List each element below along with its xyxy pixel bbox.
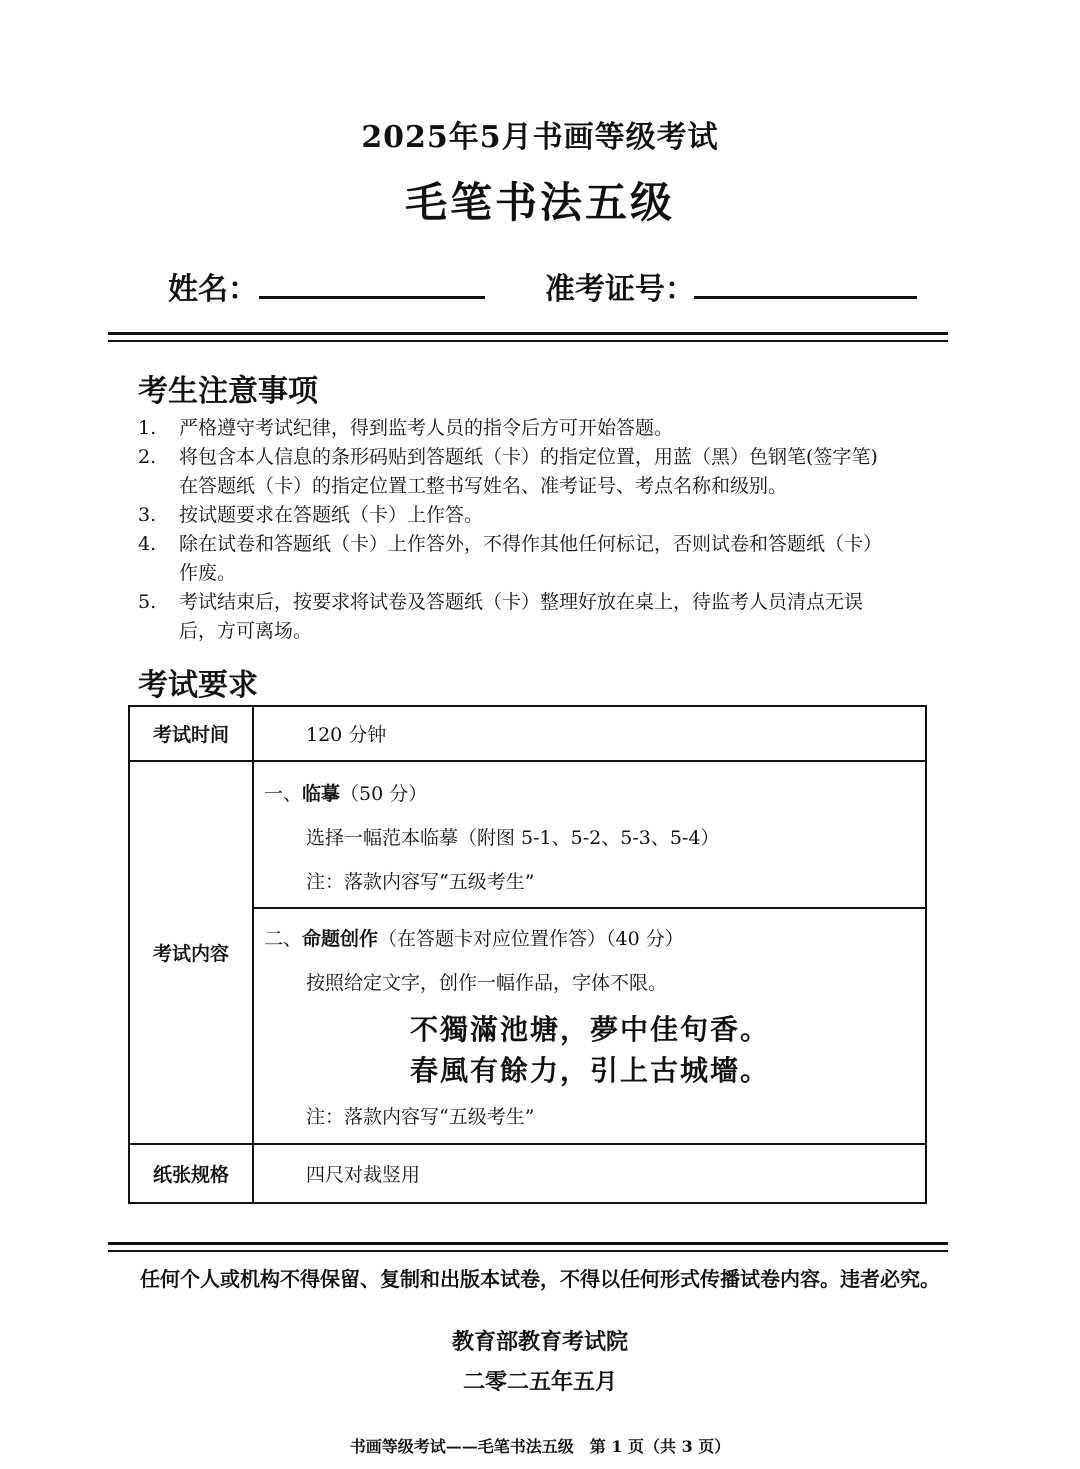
issue-date: 二零二五年五月: [462, 1369, 617, 1395]
note-item: [138, 588, 938, 646]
content-label: 考试内容: [129, 761, 253, 1144]
time-label: 考试时间: [129, 706, 253, 761]
part1-instruction: 选择一幅范本临摹（附图 5-1、5-2、5-3、5-4）: [306, 826, 720, 849]
subject-title: 毛笔书法五级: [404, 178, 675, 227]
part2-score: （在答题卡对应位置作答）（40 分）: [378, 928, 684, 950]
table-row: [129, 706, 926, 761]
candidate-id-blank[interactable]: [694, 296, 917, 299]
part1-score: （50 分）: [340, 782, 428, 805]
part1-title: 临摹: [302, 782, 341, 805]
table-row: [129, 761, 926, 908]
note-number: 5.: [138, 591, 157, 613]
table-row: [129, 1144, 926, 1203]
requirements-heading: 考试要求: [138, 668, 258, 703]
name-blank[interactable]: [259, 296, 485, 299]
part2-title: 命题创作: [302, 928, 379, 950]
part2-heading: [264, 917, 925, 961]
note-number: 4.: [138, 533, 157, 555]
note-text: 作废。: [179, 562, 237, 584]
requirements-table: [128, 705, 927, 1204]
part2-prefix: 二、: [264, 928, 303, 950]
part1-cell: [253, 761, 926, 908]
note-text: 按试题要求在答题纸（卡）上作答。: [179, 504, 484, 526]
candidate-id-label: 准考证号：: [545, 272, 695, 307]
copyright-warning: 任何个人或机构不得保留、复制和出版本试卷，不得以任何形式传播试卷内容。违者必究。: [140, 1267, 940, 1291]
note-text: 在答题纸（卡）的指定位置工整书写姓名、准考证号、考点名称和级别。: [179, 475, 788, 497]
note-text: 严格遵守考试纪律，得到监考人员的指令后方可开始答题。: [179, 417, 674, 439]
part2-cell: [253, 908, 926, 1144]
top-rule-thin: [108, 340, 948, 342]
note-number: 2.: [138, 446, 157, 468]
bottom-rule-thin: [108, 1250, 948, 1252]
note-item: [138, 443, 938, 501]
paper-label: 纸张规格: [129, 1144, 253, 1203]
issuer: 教育部教育考试院: [451, 1329, 628, 1355]
top-rule-thick: [108, 332, 948, 335]
part1-prefix: 一、: [264, 782, 303, 805]
part1-note: 注：落款内容写“五级考生”: [306, 870, 535, 893]
page-footer: 书画等级考试——毛笔书法五级 第 1 页（共 3 页）: [349, 1437, 731, 1456]
note-item: [138, 530, 938, 588]
name-label: 姓名：: [168, 272, 258, 307]
exam-title: 2025年5月书画等级考试: [361, 120, 719, 155]
note-number: 3.: [138, 504, 157, 526]
part2-note: 注：落款内容写“五级考生”: [306, 1106, 535, 1128]
notes-list: [138, 414, 938, 646]
note-text: 考试结束后，按要求将试卷及答题纸（卡）整理好放在桌上，待监考人员清点无误: [179, 591, 864, 613]
note-text: 将包含本人信息的条形码贴到答题纸（卡）的指定位置，用蓝（黑）色钢笔(签字笔): [179, 446, 878, 468]
note-item: [138, 501, 938, 530]
paper-value: 四尺对裁竖用: [253, 1144, 926, 1203]
part2-instruction: 按照给定文字，创作一幅作品，字体不限。: [306, 972, 668, 994]
part1-heading: [264, 772, 925, 816]
bottom-rule-thick: [108, 1242, 948, 1245]
note-text: 后，方可离场。: [179, 620, 313, 642]
poem-line-2: 春風有餘力，引上古城墻。: [410, 1054, 771, 1087]
time-value: 120 分钟: [253, 706, 926, 761]
note-number: 1.: [138, 417, 157, 439]
note-text: 除在试卷和答题纸（卡）上作答外，不得作其他任何标记，否则试卷和答题纸（卡）: [179, 533, 883, 555]
poem-line-1: 不獨滿池塘，夢中佳句香。: [410, 1013, 771, 1046]
notes-heading: 考生注意事项: [138, 374, 318, 409]
note-item: [138, 414, 938, 443]
